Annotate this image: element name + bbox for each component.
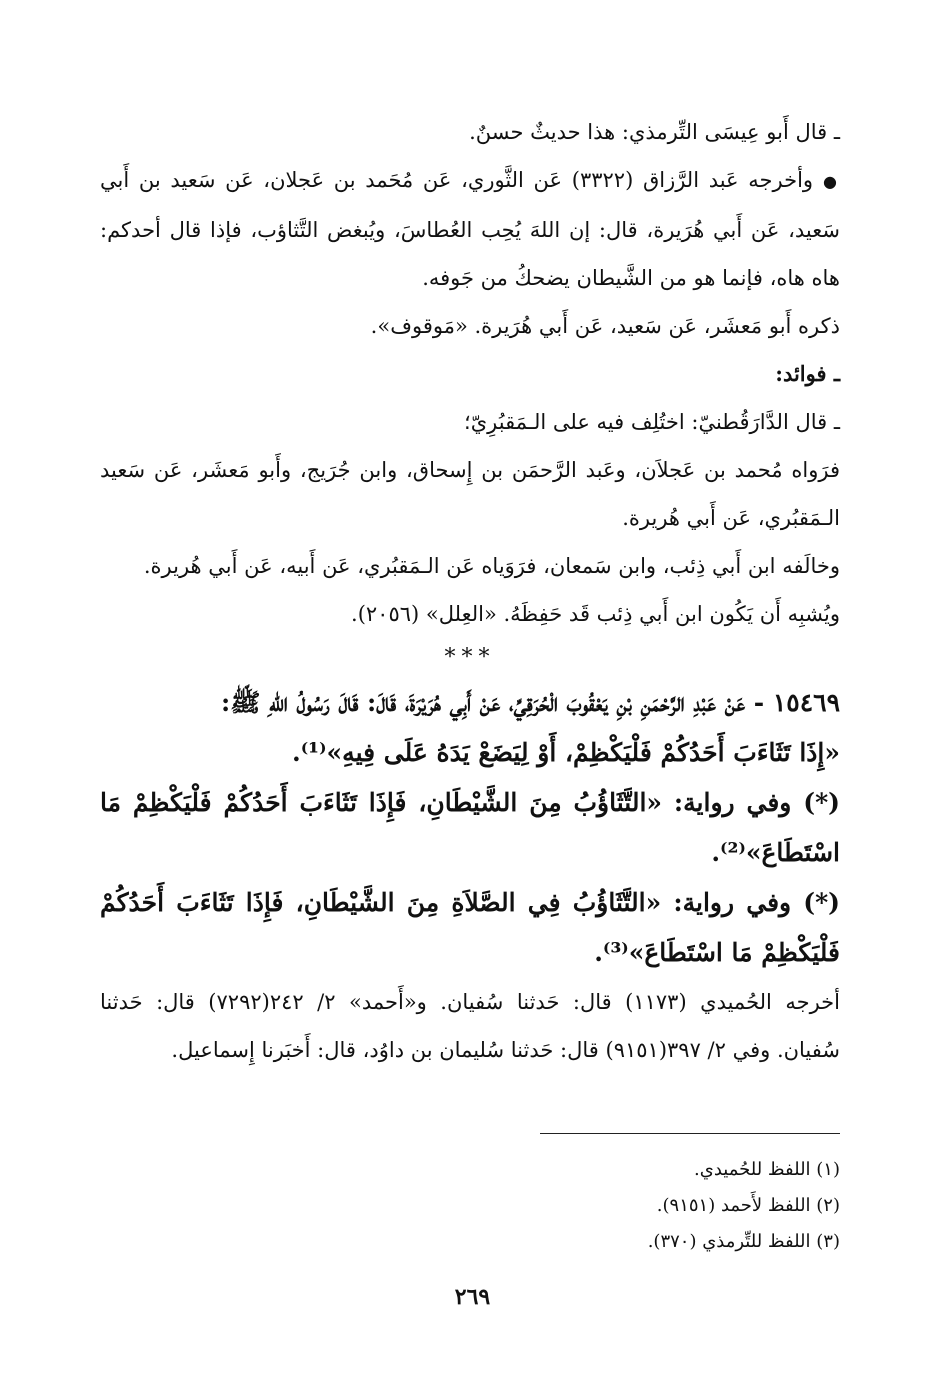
footnotes — [100, 1152, 840, 1260]
benefits-heading: ـ فوائد: — [775, 361, 840, 386]
takhrij-paragraph: أخرجه الحُميدي (١١٧٣) قال: حَدثنا سُفيان. و«أَحمد» ٢/ ٢٤٢(٧٢٩٢) قال: حَدثنا سُفيان. وفي ٢/ ٣٩٧(٩١٥١) قال: حَدثنا سُليمان بن داوُد، قال: أَخبَرنا إِسماعيل. — [100, 990, 840, 1062]
section-separator: *** — [444, 645, 496, 670]
tirmidhi-verdict: ـ قال أَبو عِيسَى التِّرمذي: هذا حديثٌ حسنٌ. — [469, 120, 840, 144]
footnote-3: (٣) اللفظ للتِّرمذي (٣٧٠). — [647, 1231, 840, 1252]
narration-chain-1: فرَواه مُحمد بن عَجلاَن، وعَبد الرَّحمَن بن إِسحاق، وابن جُرَيج، وأَبو مَعشَر، عَن سَعيد الـمَقبُري، عَن أَبي هُريرة. — [100, 458, 840, 530]
narration-chain-2: وخالَفه ابن أَبي ذِئب، وابن سَمعان، فرَوَياه عَن الـمَقبُري، عَن أَبيه، عَن أَبي هُريرة. — [143, 554, 840, 578]
abdurrazzaq-report — [100, 156, 840, 302]
page-number: ٢٦٩ — [454, 1284, 491, 1310]
footnote-2: (٢) اللفظ لأَحمد (٩١٥١). — [656, 1195, 840, 1216]
hadith-intro: ١٥٤٦٩ - عَنْ عَبْدِ الرَّحْمَنِ بْنِ يَعْقُوبَ الْحُرَقِيِّ، عَنْ أَبِي هُرَيْرَةَ، قَالَ: قَالَ رَسُولُ اللهِ ﷺ: — [221, 688, 840, 717]
bullet-icon: ● — [823, 172, 841, 191]
hadith-text: «إِذَا تَثَاءَبَ أَحَدُكُمْ فَلْيَكْظِمْ، أَوْ لِيَضَعْ يَدَهُ عَلَى فِيهِ»⁽¹⁾. — [292, 738, 840, 767]
abu-mashar-note: ذكره أَبو مَعشَر، عَن سَعيد، عَن أَبي هُرَيرة. «مَوقوف». — [370, 314, 840, 338]
ilal-reference: ويُشبِه أَن يَكُون ابن أَبي ذِئب قَد حَفِظَهُ. «العِلل» (٢٠٥٦). — [351, 602, 840, 626]
abdurrazzaq-report-text: وأخرجه عَبد الرَّزاق (٣٣٢٢) عَن الثَّوري، عَن مُحَمد بن عَجلان، عَن سَعيد بن أَبي سَعيد، عَن أَبي هُرَيرة، قال: إن اللهَ يُحِب العُطاسَ، ويُبغض التَّثاؤب، فإذا قال أحدكم: هاه هاه، فإنما هو من الشَّيطان يضحكُ من جَوفه. — [100, 168, 840, 290]
hadith-narration-3: (*) وفي رواية: «التَّثَاؤُبُ فِي الصَّلاَةِ مِنَ الشَّيْطَانِ، فَإِذَا تَثَاءَبَ أَحَدُكُمْ فَلْيَكْظِمْ مَا اسْتَطَاعَ»⁽³⁾. — [100, 888, 840, 967]
footnote-divider — [540, 1133, 840, 1134]
hadith-narration-2: (*) وفي رواية: «التَّثَاؤُبُ مِنَ الشَّيْطَانِ، فَإِذَا تَثَاءَبَ أَحَدُكُمْ فَلْيَكْظِمْ مَا اسْتَطَاعَ»⁽²⁾. — [100, 788, 840, 867]
footnote-1: (١) اللفظ للحُميدي. — [694, 1159, 840, 1180]
daraqutni-quote: ـ قال الدَّارَقُطنيّ: اختُلِف فيه على الـمَقبُرِيّ؛ — [464, 410, 840, 434]
page-body — [100, 108, 840, 1074]
